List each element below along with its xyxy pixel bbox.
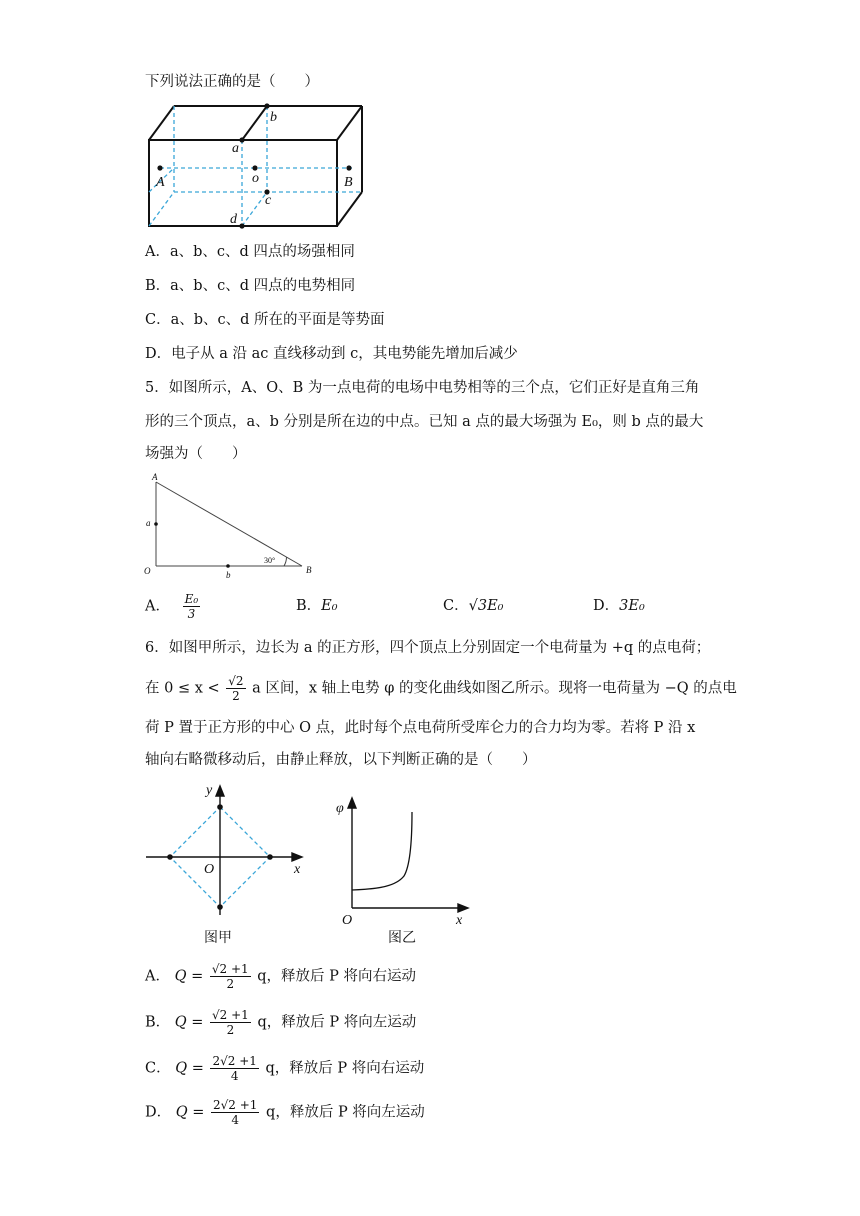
label-phi: φ (336, 801, 344, 816)
label-y: y (206, 783, 213, 798)
q6-figure-yi (330, 790, 480, 950)
label-A: A (152, 472, 158, 482)
label-o: o (252, 171, 259, 186)
q4-option-b: B．a、b、c、d 四点的电势相同 (145, 278, 356, 294)
label-A: A (156, 175, 165, 190)
q5-option-d: D．3E₀ (593, 598, 645, 614)
label-B: B (344, 175, 353, 190)
label-B: B (306, 565, 312, 575)
q4-box-figure (140, 100, 370, 232)
label-x: x (456, 913, 463, 928)
q6-line-1: 6．如图甲所示，边长为 a 的正方形，四个顶点上分别固定一个电荷量为 +q 的点电荷； (145, 640, 711, 656)
label-x: x (294, 862, 301, 877)
q4-stem: 下列说法正确的是（ ） (145, 74, 319, 90)
q5-option-b: B．E₀ (296, 598, 338, 614)
q5-line-3: 场强为（ ） (145, 446, 247, 462)
label-O: O (342, 913, 353, 928)
q4-option-a: A．a、b、c、d 四点的场强相同 (145, 244, 355, 260)
label-O: O (204, 862, 215, 877)
label-O: O (144, 566, 151, 576)
q6-line-4: 轴向右略微移动后，由静止释放，以下判断正确的是（ ） (145, 752, 537, 768)
q6-figure-jia (140, 780, 310, 950)
label-a: a (146, 518, 151, 528)
q6-option-b: B． Q = $\frac{√2 +1}{2}$ q，释放后 P 将向左运动 (145, 1008, 417, 1037)
caption-jia: 图甲 (204, 930, 232, 946)
q5-option-a: A． $\frac{\text{E₀}}{3}$ (145, 592, 199, 621)
q6-line-2: 在 0 ≤ x < $\frac{√2}{2}$ a 区间，x 轴上电势 φ 的变化曲线如图乙所示。现将一电荷量为 −Q 的点电 (145, 674, 737, 703)
label-angle: 30° (264, 556, 276, 565)
q6-option-a: A． Q = $\frac{√2 +1}{2}$ q，释放后 P 将向右运动 (145, 962, 417, 991)
q5-triangle-figure (140, 470, 320, 580)
label-b: b (270, 110, 277, 125)
label-c: c (265, 193, 272, 208)
q6-option-d: D． Q = $\frac{2√2 +1}{4}$ q，释放后 P 将向左运动 (145, 1098, 425, 1127)
q4-option-d: D．电子从 a 沿 ac 直线移动到 c，其电势能先增加后减少 (145, 346, 518, 362)
q5-line-2: 形的三个顶点，a、b 分别是所在边的中点。已知 a 点的最大场强为 E₀，则 b 点的最大 (145, 414, 704, 430)
q6-option-c: C． Q = $\frac{2√2 +1}{4}$ q，释放后 P 将向右运动 (145, 1054, 425, 1083)
caption-yi: 图乙 (388, 930, 416, 946)
label-d: d (230, 212, 237, 227)
q5-line-1: 5．如图所示，A、O、B 为一点电荷的电场中电势相等的三个点，它们正好是直角三角 (145, 380, 700, 396)
q6-line-3: 荷 P 置于正方形的中心 O 点，此时每个点电荷所受库仑力的合力均为零。若将 P 沿 x (145, 720, 696, 736)
label-a: a (232, 141, 239, 156)
label-b: b (226, 570, 231, 580)
q5-option-c: C．√3E₀ (443, 598, 504, 614)
q4-option-c: C．a、b、c、d 所在的平面是等势面 (145, 312, 385, 328)
